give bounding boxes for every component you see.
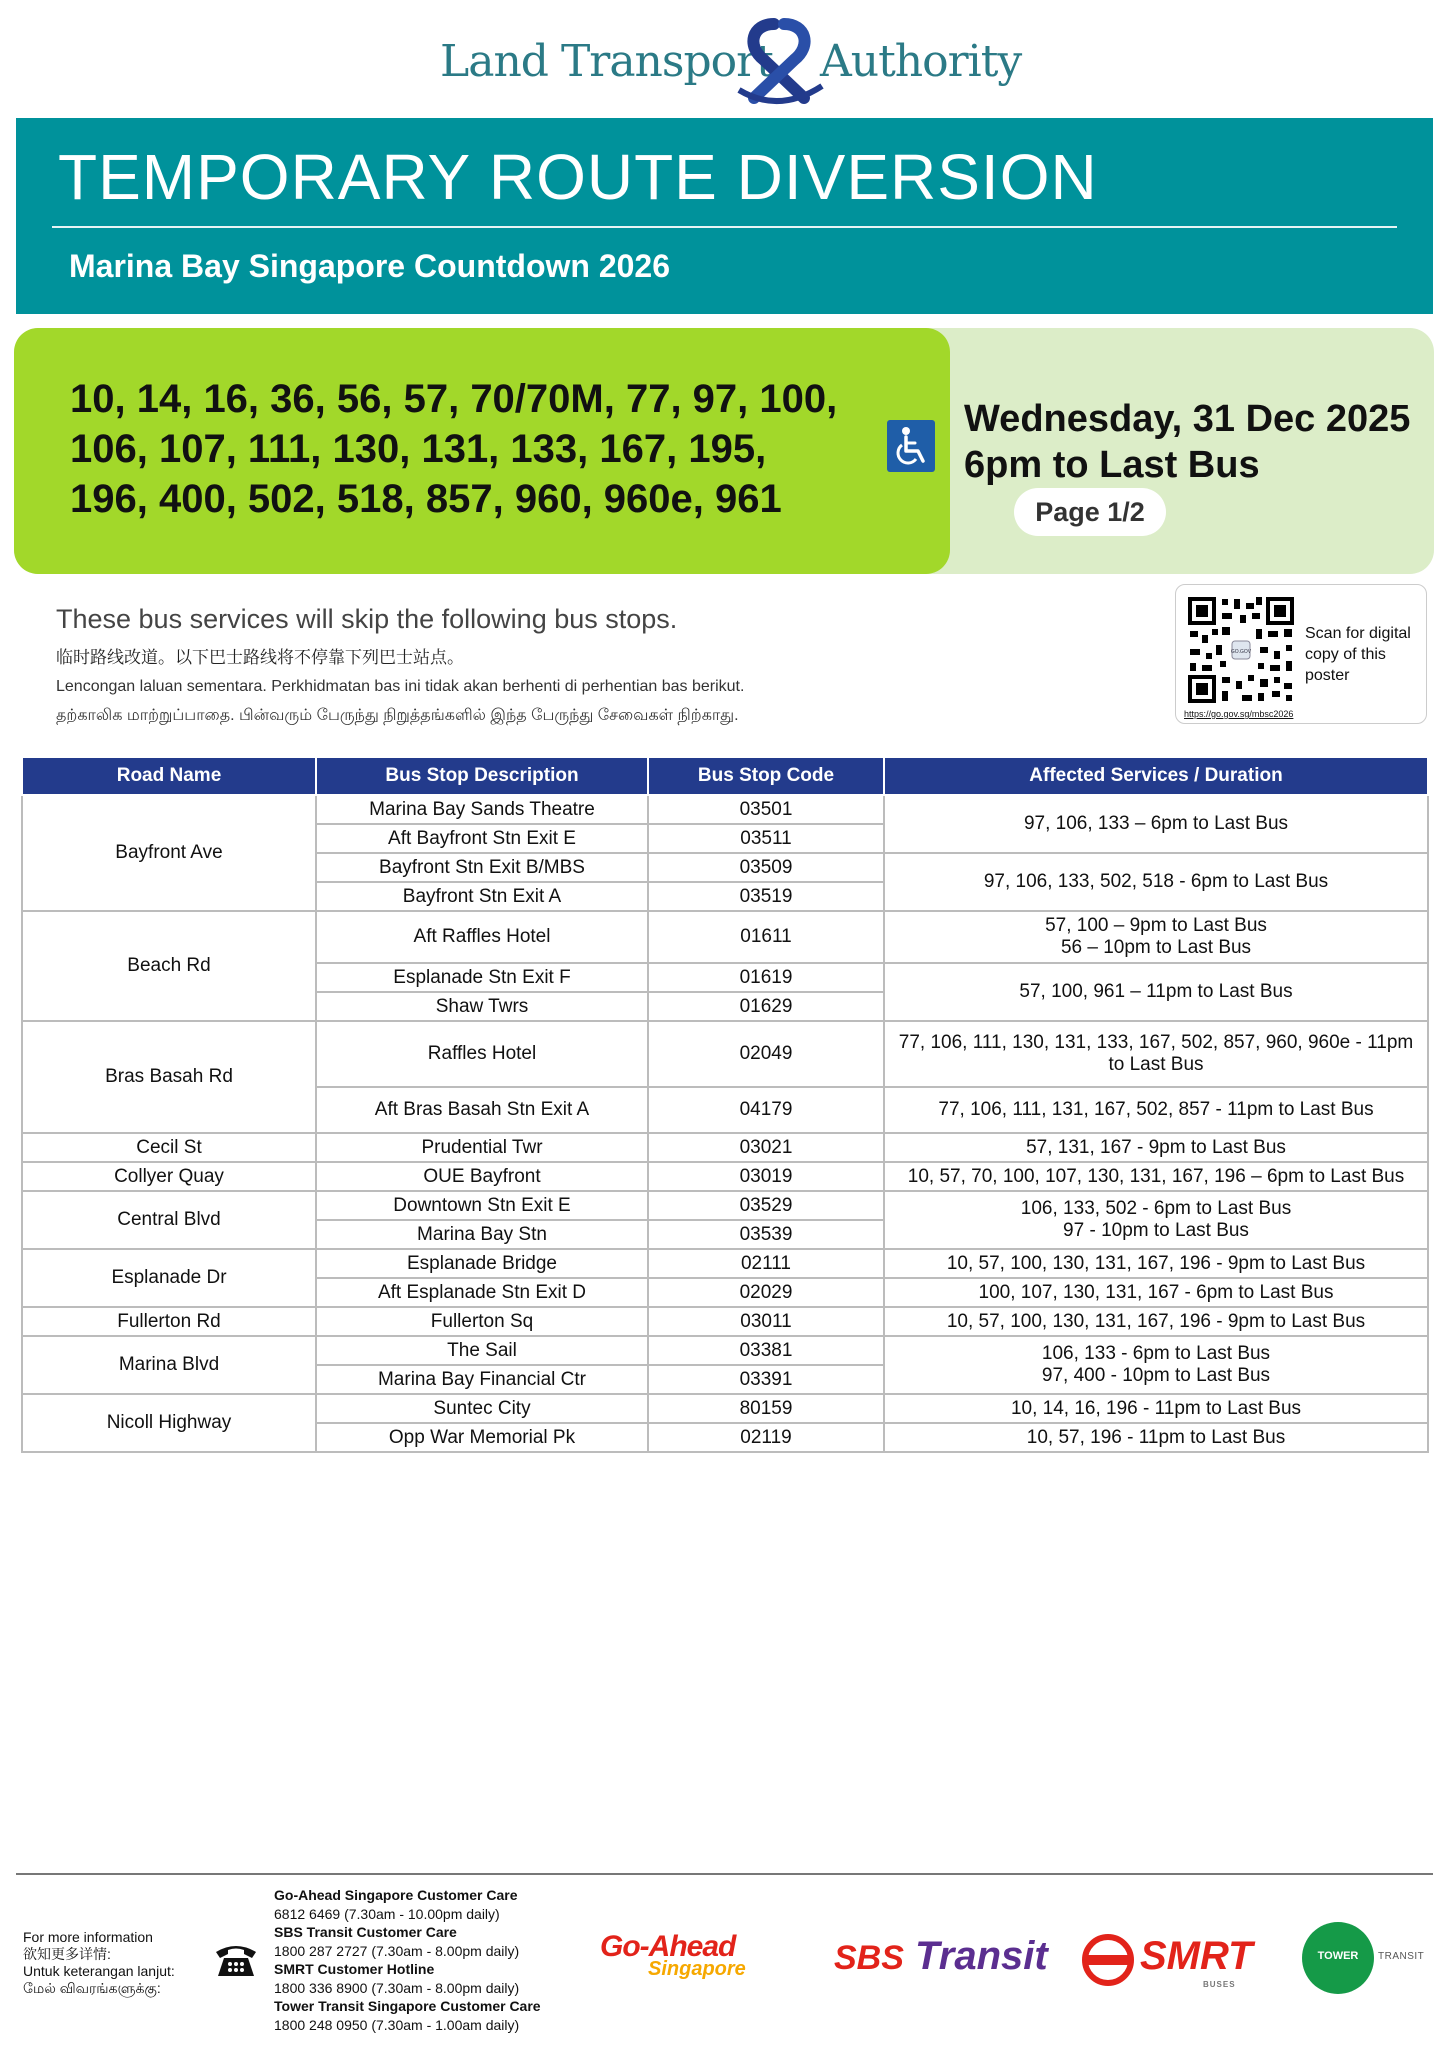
affected-services-cell: 10, 57, 100, 130, 131, 167, 196 - 9pm to Last Bus [884, 1249, 1428, 1278]
bus-stops-table [21, 756, 1429, 1453]
stop-description-cell: Downtown Stn Exit E [316, 1191, 648, 1220]
header-road-name: Road Name [22, 757, 316, 795]
sbs-logo-text: SBS [834, 1939, 904, 1977]
affected-services-cell: 10, 57, 70, 100, 107, 130, 131, 167, 196 – 6pm to Last Bus [884, 1162, 1428, 1191]
stop-description-cell: Aft Bayfront Stn Exit E [316, 824, 648, 853]
header-affected-services: Affected Services / Duration [884, 757, 1428, 795]
contact-name: Tower Transit Singapore Customer Care [274, 1998, 541, 2014]
road-name-cell: Collyer Quay [22, 1162, 316, 1191]
intro-tamil: தற்காலிக மாற்றுப்பாதை. பின்வரும் பேருந்து நிறுத்தங்களில் இந்த பேருந்து சேவைகள் நிற்காது. [56, 707, 739, 724]
stop-code-cell: 03519 [648, 882, 884, 911]
contact-detail: 1800 248 0950 (7.30am - 1.00am daily) [274, 2016, 520, 2033]
table-row [22, 1394, 1428, 1423]
affected-services-cell: 106, 133, 502 - 6pm to Last Bus 97 - 10pm to Last Bus [884, 1191, 1428, 1249]
stop-description-cell: Esplanade Bridge [316, 1249, 648, 1278]
qr-url-link[interactable]: https://go.gov.sg/mbsc2026 [1184, 709, 1294, 719]
stop-code-cell: 03539 [648, 1220, 884, 1249]
affected-services-cell: 10, 57, 100, 130, 131, 167, 196 - 9pm to Last Bus [884, 1307, 1428, 1336]
page-title: TEMPORARY ROUTE DIVERSION [58, 141, 1098, 213]
stop-code-cell: 04179 [648, 1087, 884, 1133]
stop-description-cell: Opp War Memorial Pk [316, 1423, 648, 1452]
logo-word-right: Authority [820, 36, 1022, 87]
stop-description-cell: Aft Raffles Hotel [316, 911, 648, 963]
services-list-panel [14, 328, 950, 574]
header-divider [52, 226, 1397, 228]
affected-services-cell: 106, 133 - 6pm to Last Bus 97, 400 - 10pm to Last Bus [884, 1336, 1428, 1394]
affected-services-cell: 97, 106, 133 – 6pm to Last Bus [884, 795, 1428, 853]
footer-divider [16, 1873, 1433, 1875]
more-info-label [23, 1929, 175, 1997]
tower-transit-logo [1302, 1920, 1442, 2000]
road-name-cell: Nicoll Highway [22, 1394, 316, 1452]
go-ahead-logo-subtext: Singapore [648, 1958, 746, 1980]
stop-description-cell: Bayfront Stn Exit B/MBS [316, 853, 648, 882]
tower-logo-text: TOWER [1317, 1950, 1359, 1962]
stop-code-cell: 03021 [648, 1133, 884, 1162]
table-row [22, 1307, 1428, 1336]
stop-code-cell: 02029 [648, 1278, 884, 1307]
affected-services-list [70, 374, 910, 524]
stop-code-cell: 03529 [648, 1191, 884, 1220]
stop-description-cell: Raffles Hotel [316, 1021, 648, 1087]
lta-logo [412, 18, 1022, 110]
intro-english: These bus services will skip the following bus stops. [56, 604, 678, 634]
affected-services-cell: 77, 106, 111, 130, 131, 133, 167, 502, 857, 960, 960e - 11pm to Last Bus [884, 1021, 1428, 1087]
page-indicator: Page 1/2 [1014, 488, 1166, 536]
table-row [22, 795, 1428, 824]
more-info-line: Untuk keterangan lanjut: [23, 1963, 175, 1979]
stop-description-cell: Aft Esplanade Stn Exit D [316, 1278, 648, 1307]
intro-chinese: 临时路线改道。以下巴士路线将不停靠下列巴士站点。 [56, 648, 464, 667]
header-stop-code: Bus Stop Code [648, 757, 884, 795]
more-info-line: 欲知更多详情: [23, 1946, 111, 1962]
stop-code-cell: 03011 [648, 1307, 884, 1336]
qr-badge-text: GO.GOV [1230, 649, 1252, 655]
stop-description-cell: OUE Bayfront [316, 1162, 648, 1191]
stop-code-cell: 02049 [648, 1021, 884, 1087]
intro-notice [56, 604, 1156, 726]
stop-code-cell: 03019 [648, 1162, 884, 1191]
affected-services-cell: 57, 131, 167 - 9pm to Last Bus [884, 1133, 1428, 1162]
customer-care-contacts [274, 1886, 541, 2034]
stop-code-cell: 01629 [648, 992, 884, 1021]
table-row [22, 1249, 1428, 1278]
contact-name: Go-Ahead Singapore Customer Care [274, 1887, 518, 1903]
stop-description-cell: Prudential Twr [316, 1133, 648, 1162]
stop-description-cell: Shaw Twrs [316, 992, 648, 1021]
stop-code-cell: 01611 [648, 911, 884, 963]
contact-name: SMRT Customer Hotline [274, 1961, 435, 1977]
road-name-cell: Fullerton Rd [22, 1307, 316, 1336]
stop-description-cell: Bayfront Stn Exit A [316, 882, 648, 911]
stop-code-cell: 02119 [648, 1423, 884, 1452]
affected-services-cell: 77, 106, 111, 131, 167, 502, 857 - 11pm to Last Bus [884, 1087, 1428, 1133]
header-stop-description: Bus Stop Description [316, 757, 648, 795]
stop-description-cell: The Sail [316, 1336, 648, 1365]
go-ahead-logo [600, 1930, 746, 1981]
table-row [22, 1162, 1428, 1191]
contact-name: SBS Transit Customer Care [274, 1924, 457, 1940]
qr-scan-text: Scan for digital copy of this poster [1305, 625, 1411, 684]
contact-detail: 6812 6469 (7.30am - 10.00pm daily) [274, 1905, 500, 1922]
affected-services-cell: 97, 106, 133, 502, 518 - 6pm to Last Bus [884, 853, 1428, 911]
stop-code-cell: 03391 [648, 1365, 884, 1394]
stop-code-cell: 03501 [648, 795, 884, 824]
road-name-cell: Esplanade Dr [22, 1249, 316, 1307]
affected-services-cell: 10, 57, 196 - 11pm to Last Bus [884, 1423, 1428, 1452]
stop-code-cell: 80159 [648, 1394, 884, 1423]
more-info-line: மேல் விவரங்களுக்கு: [23, 1980, 161, 1996]
telephone-icon [212, 1938, 260, 1980]
logo-word-left: Land Transport [440, 36, 773, 87]
stop-description-cell: Fullerton Sq [316, 1307, 648, 1336]
more-info-line: For more information [23, 1929, 153, 1945]
stop-description-cell: Aft Bras Basah Stn Exit A [316, 1087, 648, 1133]
stop-description-cell: Marina Bay Financial Ctr [316, 1365, 648, 1394]
stop-description-cell: Esplanade Stn Exit F [316, 963, 648, 992]
stop-description-cell: Suntec City [316, 1394, 648, 1423]
stop-code-cell: 02111 [648, 1249, 884, 1278]
intro-malay: Lencongan laluan sementara. Perkhidmatan bas ini tidak akan berhenti di perhentian bas berikut. [56, 678, 745, 695]
table-body [22, 795, 1428, 1452]
stop-description-cell: Marina Bay Sands Theatre [316, 795, 648, 824]
road-name-cell: Beach Rd [22, 911, 316, 1021]
road-name-cell: Cecil St [22, 1133, 316, 1162]
affected-services-cell: 57, 100 – 9pm to Last Bus 56 – 10pm to Last Bus [884, 911, 1428, 963]
diversion-date: Wednesday, 31 Dec 2025 [964, 398, 1411, 440]
table-row [22, 1021, 1428, 1087]
services-panel [14, 328, 1434, 574]
sbs-transit-logo [834, 1934, 1048, 1979]
smrt-emblem-icon [1080, 1932, 1136, 1988]
affected-services-cell: 57, 100, 961 – 11pm to Last Bus [884, 963, 1428, 1021]
stop-description-cell: Marina Bay Stn [316, 1220, 648, 1249]
qr-code-icon[interactable] [1186, 595, 1296, 705]
header-band [16, 118, 1433, 314]
table-row [22, 911, 1428, 963]
road-name-cell: Marina Blvd [22, 1336, 316, 1394]
smrt-logo-text: SMRT [1140, 1934, 1253, 1978]
transit-logo-subtext: TRANSIT [1378, 1951, 1425, 1962]
wheelchair-icon [887, 420, 935, 472]
smrt-logo [1078, 1930, 1258, 1990]
affected-services-cell: 100, 107, 130, 131, 167 - 6pm to Last Bus [884, 1278, 1428, 1307]
services-line: 10, 14, 16, 36, 56, 57, 70/70M, 77, 97, 100, [70, 377, 838, 421]
smrt-logo-subtext: BUSES [1203, 1980, 1236, 1989]
go-ahead-logo-text: Go-Ahead [600, 1930, 736, 1963]
stop-code-cell: 03509 [648, 853, 884, 882]
stop-code-cell: 03381 [648, 1336, 884, 1365]
stop-code-cell: 01619 [648, 963, 884, 992]
road-name-cell: Bayfront Ave [22, 795, 316, 911]
qr-card[interactable] [1175, 584, 1427, 724]
table-row [22, 1191, 1428, 1220]
affected-services-cell: 10, 14, 16, 196 - 11pm to Last Bus [884, 1394, 1428, 1423]
road-name-cell: Central Blvd [22, 1191, 316, 1249]
services-line: 106, 107, 111, 130, 131, 133, 167, 195, [70, 427, 767, 471]
table-row [22, 1336, 1428, 1365]
event-subtitle: Marina Bay Singapore Countdown 2026 [69, 248, 670, 284]
contact-detail: 1800 287 2727 (7.30am - 8.00pm daily) [274, 1942, 520, 1959]
lta-emblem-icon [734, 18, 824, 110]
stop-code-cell: 03511 [648, 824, 884, 853]
table-row [22, 1133, 1428, 1162]
table-header-row [22, 757, 1428, 795]
transit-logo-text: Transit [915, 1934, 1048, 1978]
road-name-cell: Bras Basah Rd [22, 1021, 316, 1133]
services-line: 196, 400, 502, 518, 857, 960, 960e, 961 [70, 477, 782, 521]
diversion-time: 6pm to Last Bus [964, 444, 1260, 486]
contact-detail: 1800 336 8900 (7.30am - 8.00pm daily) [274, 1979, 520, 1996]
